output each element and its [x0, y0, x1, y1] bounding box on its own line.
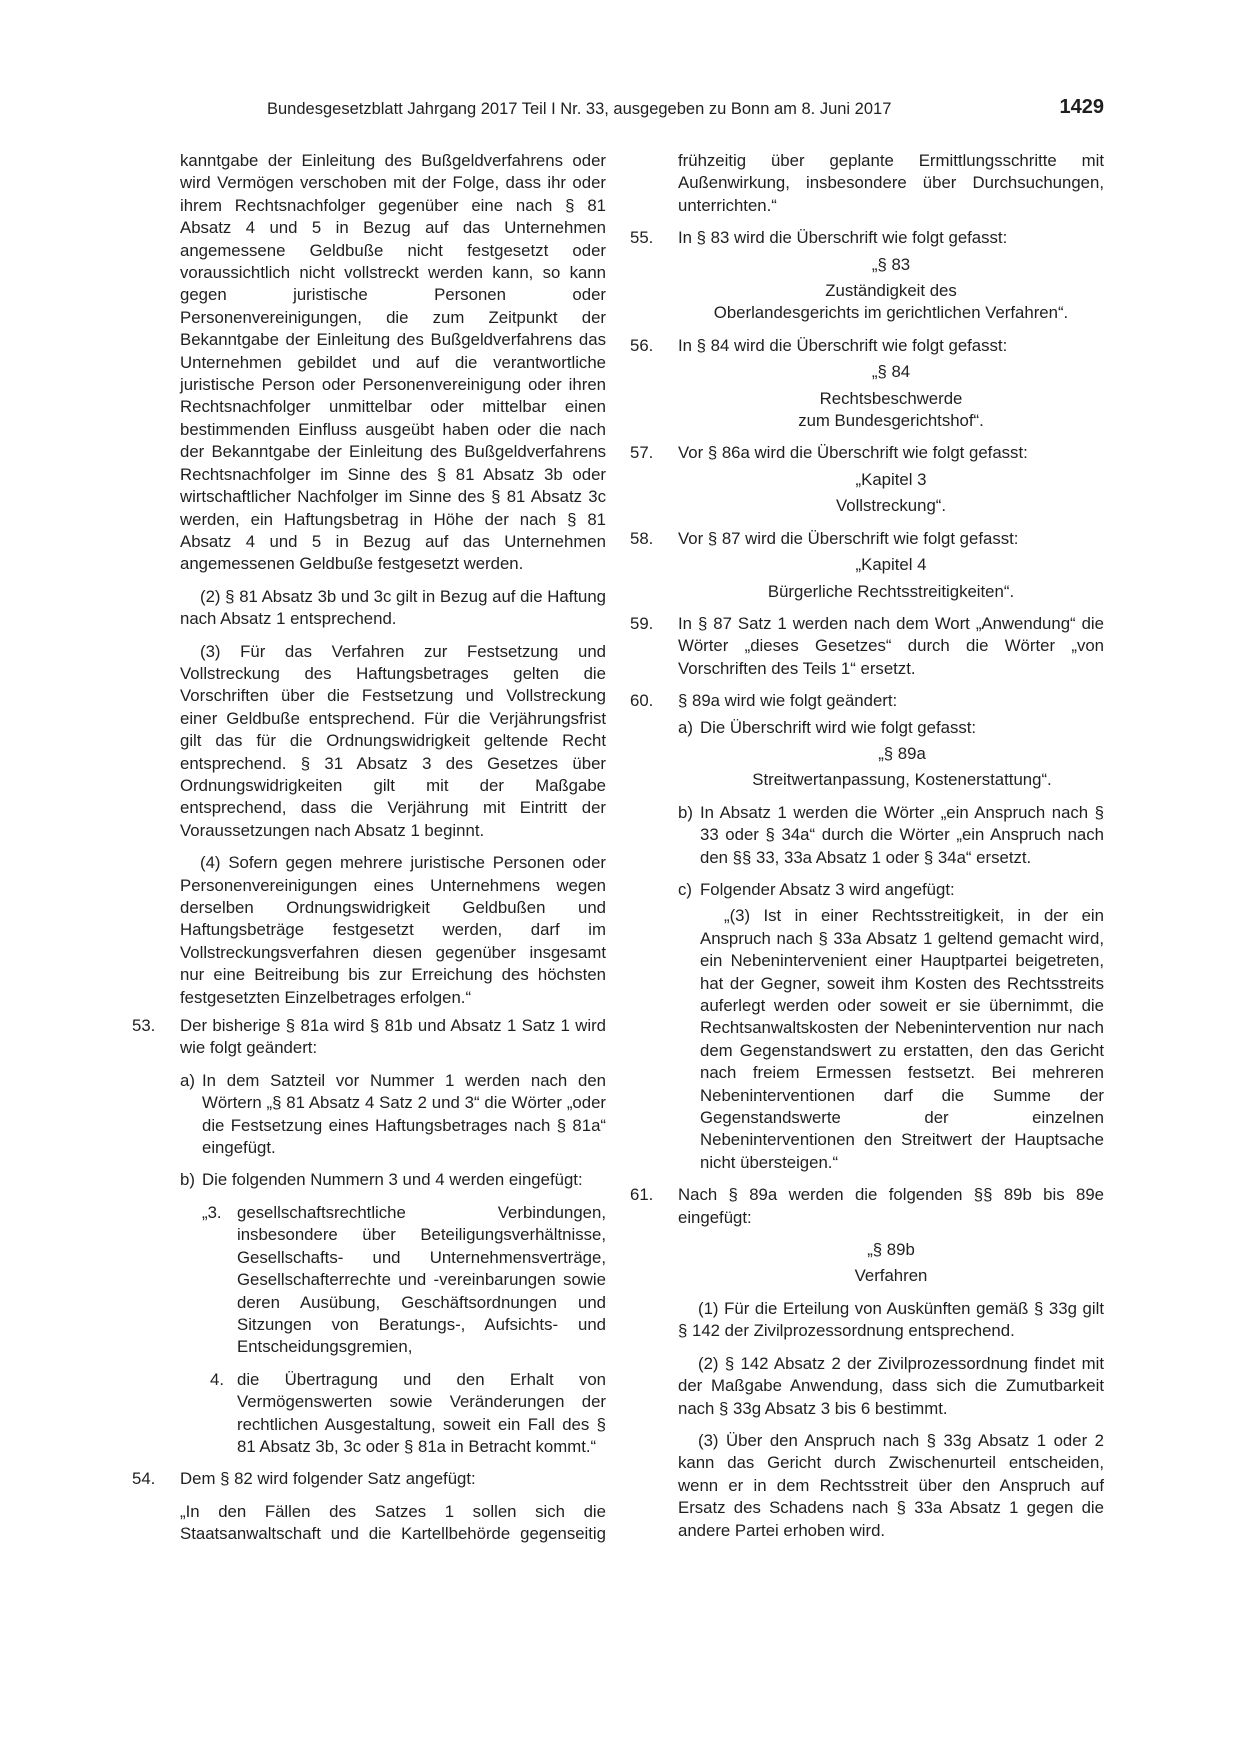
- chapter-label: „Kapitel 4: [855, 555, 927, 575]
- item-54: [132, 1468, 606, 1490]
- item-text: Dem § 82 wird folgender Satz angefügt:: [180, 1469, 476, 1489]
- quote-text: „(3) Ist in einer Rechtsstreitigkeit, in der ein Anspruch nach § 33a Absatz 1 geltend gemacht wird, ein Nebenintervenient einer Hauptpartei beigetreten, hat der Gegner, soweit ihm Kosten des Rechtsstreits auferlegt werden oder soweit er sie übernimmt, die Rechtsanwaltskosten der Nebenintervention nur nach dem Gegenstandswert zu erstatten, den das Gericht nach freiem Ermessen festsetzt. Bei mehreren Nebeninterventionen darf die Summe der Gegenstandswerte der einzelnen Nebeninterventionen den Streitwert der Hauptsache nicht übersteigen.“: [700, 906, 1104, 1172]
- chapter-title: Vollstreckung“.: [835, 496, 947, 516]
- item-text: Vor § 87 wird die Überschrift wie folgt gefasst:: [678, 528, 1019, 548]
- left-column: [132, 150, 606, 1546]
- sub-text: In Absatz 1 werden die Wörter „ein Anspruch nach § 33 oder § 34a“ durch die Wörter „ein Anspruch nach den §§ 33, 33a Absatz 1 oder § 34a“ ersetzt.: [700, 802, 1104, 867]
- sub-label: b): [678, 802, 693, 822]
- item-number: 56.: [630, 335, 654, 355]
- section-label: „§ 83: [871, 254, 911, 274]
- number-label: 4.: [210, 1369, 224, 1389]
- paragraph-3: (3) Für das Verfahren zur Festsetzung und Vollstreckung des Haftungsbetrages gelten die Vorschriften über die Festsetzung und Vollstreckung einer Geldbuße entsprechend. Für die Verjährungsfrist gilt das für die Ordnungswidrigkeit geltende Recht entsprechend. § 31 Absatz 3 des Gesetzes über Ordnungswidrigkeiten gilt mit der Maßgabe entsprechend, dass die Verjährung mit Eintritt der Voraussetzungen nach Absatz 1 beginnt.: [180, 641, 606, 840]
- paragraph-2: (2) § 142 Absatz 2 der Zivilprozessordnung findet mit der Maßgabe Anwendung, dass sich die Zumutbarkeit nach § 33g Absatz 3 bis 6 bestimmt.: [678, 1353, 1104, 1418]
- sub-text: Die Überschrift wird wie folgt gefasst:: [700, 717, 977, 737]
- sub-label: a): [678, 717, 693, 737]
- paragraph-4: (4) Sofern gegen mehrere juristische Personen oder Personenvereinigungen eines Unternehmens wegen derselben Ordnungswidrigkeit Geldbußen und Haftungsbeträge festgesetzt werden, darf im Vollstreckungsverfahren diesen gegenüber insgesamt nur eine Beitreibung bis zur Erreichung des höchsten festgesetzten Einzelbetrages erfolgen.“: [180, 853, 606, 1007]
- number-text: die Übertragung und den Erhalt von Vermögenswerten sowie Veränderungen der rechtlichen Ausgestaltung, soweit ein Fall des § 81 Absatz 3b, 3c oder § 81a in Betracht kommt.“: [237, 1369, 606, 1456]
- item-53-b-3: [132, 1202, 606, 1359]
- sub-label: c): [678, 879, 692, 899]
- running-header: Bundesgesetzblatt Jahrgang 2017 Teil I Nr. 33, ausgegeben zu Bonn am 8. Juni 2017: [267, 100, 892, 118]
- sub-text: Folgender Absatz 3 wird angefügt:: [700, 879, 955, 899]
- item-text: In § 84 wird die Überschrift wie folgt gefasst:: [678, 335, 1008, 355]
- page-number: 1429: [1059, 96, 1104, 118]
- sub-label: a): [180, 1070, 195, 1090]
- item-text: § 89a wird wie folgt geändert:: [678, 691, 898, 711]
- right-column: [630, 150, 1104, 1542]
- item-55: [630, 227, 1104, 249]
- item-54-quote: „In den Fällen des Satzes 1 sollen sich die Staatsanwaltschaft und die Kartellbehörde gegenseitig: [180, 1501, 606, 1544]
- item-59: [630, 613, 1104, 680]
- chapter-label: „Kapitel 3: [855, 469, 927, 489]
- section-title-line: zum Bundesgerichtshof“.: [798, 411, 984, 431]
- item-number: 60.: [630, 691, 654, 711]
- paragraph-3: (3) Über den Anspruch nach § 33g Absatz 1 oder 2 kann das Gericht durch Zwischenurteil entscheiden, wenn er in dem Rechtsstreit über den Anspruch auf Ersatz des Schadens nach § 33a Absatz 1 gegen die andere Partei erhoben wird.: [678, 1430, 1104, 1540]
- item-58: [630, 528, 1104, 550]
- paragraph-2: (2) § 81 Absatz 3b und 3c gilt in Bezug auf die Haftung nach Absatz 1 entsprechend.: [180, 586, 606, 629]
- item-53-a: [132, 1070, 606, 1160]
- item-number: 58.: [630, 528, 654, 548]
- item-number: 53.: [132, 1016, 156, 1036]
- item-number: 61.: [630, 1185, 654, 1205]
- section-title: Verfahren: [854, 1266, 928, 1286]
- sub-text: Die folgenden Nummern 3 und 4 werden eingefügt:: [202, 1170, 583, 1190]
- sub-text: In dem Satzteil vor Nummer 1 werden nach den Wörtern „§ 81 Absatz 4 Satz 2 und 3“ die Wörter „oder die Festsetzung eines Haftungsbetrages nach § 81a“ eingefügt.: [202, 1070, 606, 1158]
- item-60-a: [630, 717, 1104, 739]
- item-number: 57.: [630, 443, 654, 463]
- item-text: In § 87 Satz 1 werden nach dem Wort „Anwendung“ die Wörter „dieses Gesetzes“ durch die Wörter „von Vorschriften des Teils 1“ ersetzt.: [678, 613, 1104, 678]
- section-title-line: Oberlandesgerichts im gerichtlichen Verfahren“.: [713, 303, 1069, 323]
- section-title-line: Zuständigkeit des: [825, 281, 957, 301]
- item-57: [630, 442, 1104, 464]
- number-label: „3.: [202, 1202, 222, 1222]
- item-56: [630, 335, 1104, 357]
- section-title: Streitwertanpassung, Kostenerstattung“.: [752, 770, 1052, 790]
- item-text: In § 83 wird die Überschrift wie folgt gefasst:: [678, 228, 1008, 248]
- section-label: „§ 89a: [878, 743, 926, 763]
- number-text: gesellschaftsrechtliche Verbindungen, insbesondere über Beteiligungsverhältnisse, Gesellschafts- und Unternehmensverträge, Gesellschafterrechte und -vereinbarungen sowie deren Ausübung, Geschäftsordnungen und Sitzungen von Beratungs-, Aufsichts- und Entscheidungsgremien,: [237, 1202, 606, 1357]
- item-number: 54.: [132, 1469, 156, 1489]
- section-label: „§ 84: [871, 362, 911, 382]
- continued-paragraph: kanntgabe der Einleitung des Bußgeldverfahrens oder wird Vermögen verschoben mit der Folge, dass ihr oder ihrem Rechtsnachfolger gegenüber eine nach § 81 Absatz 4 und 5 in Bezug auf das Unternehmen angemessene Geldbuße nicht festgesetzt oder voraussichtlich nicht vollstreckt werden kann, so kann gegen juristische Personen oder Personenvereinigungen, die zum Zeitpunkt der Bekanntgabe der Einleitung des Bußgeldverfahrens das Unternehmen gebildet und auf die verantwortliche juristische Person oder Personenvereinigung oder ihren Rechtsnachfolger unmittelbar oder mittelbar einen bestimmenden Einfluss ausgeübt haben oder die nach der Bekanntgabe der Einleitung des Bußgeldverfahrens Rechtsnachfolger im Sinne des § 81 Absatz 3b oder wirtschaftlicher Nachfolger im Sinne des § 81 Absatz 3c werden, ein Haftungsbetrag in Höhe der nach § 81 Absatz 4 und 5 in Bezug auf das Unternehmen angemessenen Geldbuße festgesetzt werden.: [180, 151, 606, 574]
- item-text: Vor § 86a wird die Überschrift wie folgt gefasst:: [678, 443, 1028, 463]
- item-number: 55.: [630, 228, 654, 248]
- item-60-c: [630, 879, 1104, 901]
- item-53: [132, 1015, 606, 1060]
- item-text: Nach § 89a werden die folgenden §§ 89b bis 89e eingefügt:: [678, 1185, 1104, 1227]
- item-53-b-4: [132, 1369, 606, 1459]
- item-text: Der bisherige § 81a wird § 81b und Absatz 1 Satz 1 wird wie folgt geändert:: [180, 1016, 606, 1058]
- continued-paragraph: frühzeitig über geplante Ermittlungsschritte mit Außenwirkung, insbesondere über Durchsuchungen, unterrichten.“: [678, 151, 1104, 215]
- chapter-title: Bürgerliche Rechtsstreitigkeiten“.: [767, 581, 1015, 601]
- item-number: 59.: [630, 613, 654, 633]
- section-title-line: Rechtsbeschwerde: [819, 388, 963, 408]
- item-61: [630, 1184, 1104, 1229]
- item-53-b: [132, 1169, 606, 1191]
- paragraph-1: (1) Für die Erteilung von Auskünften gemäß § 33g gilt § 142 der Zivilprozessordnung entsprechend.: [678, 1298, 1104, 1341]
- item-60-c-quote: [700, 905, 1104, 1174]
- page-header: [0, 96, 1241, 126]
- section-label: „§ 89b: [867, 1240, 915, 1260]
- item-60: [630, 690, 1104, 712]
- sub-label: b): [180, 1170, 195, 1190]
- item-60-b: [630, 802, 1104, 869]
